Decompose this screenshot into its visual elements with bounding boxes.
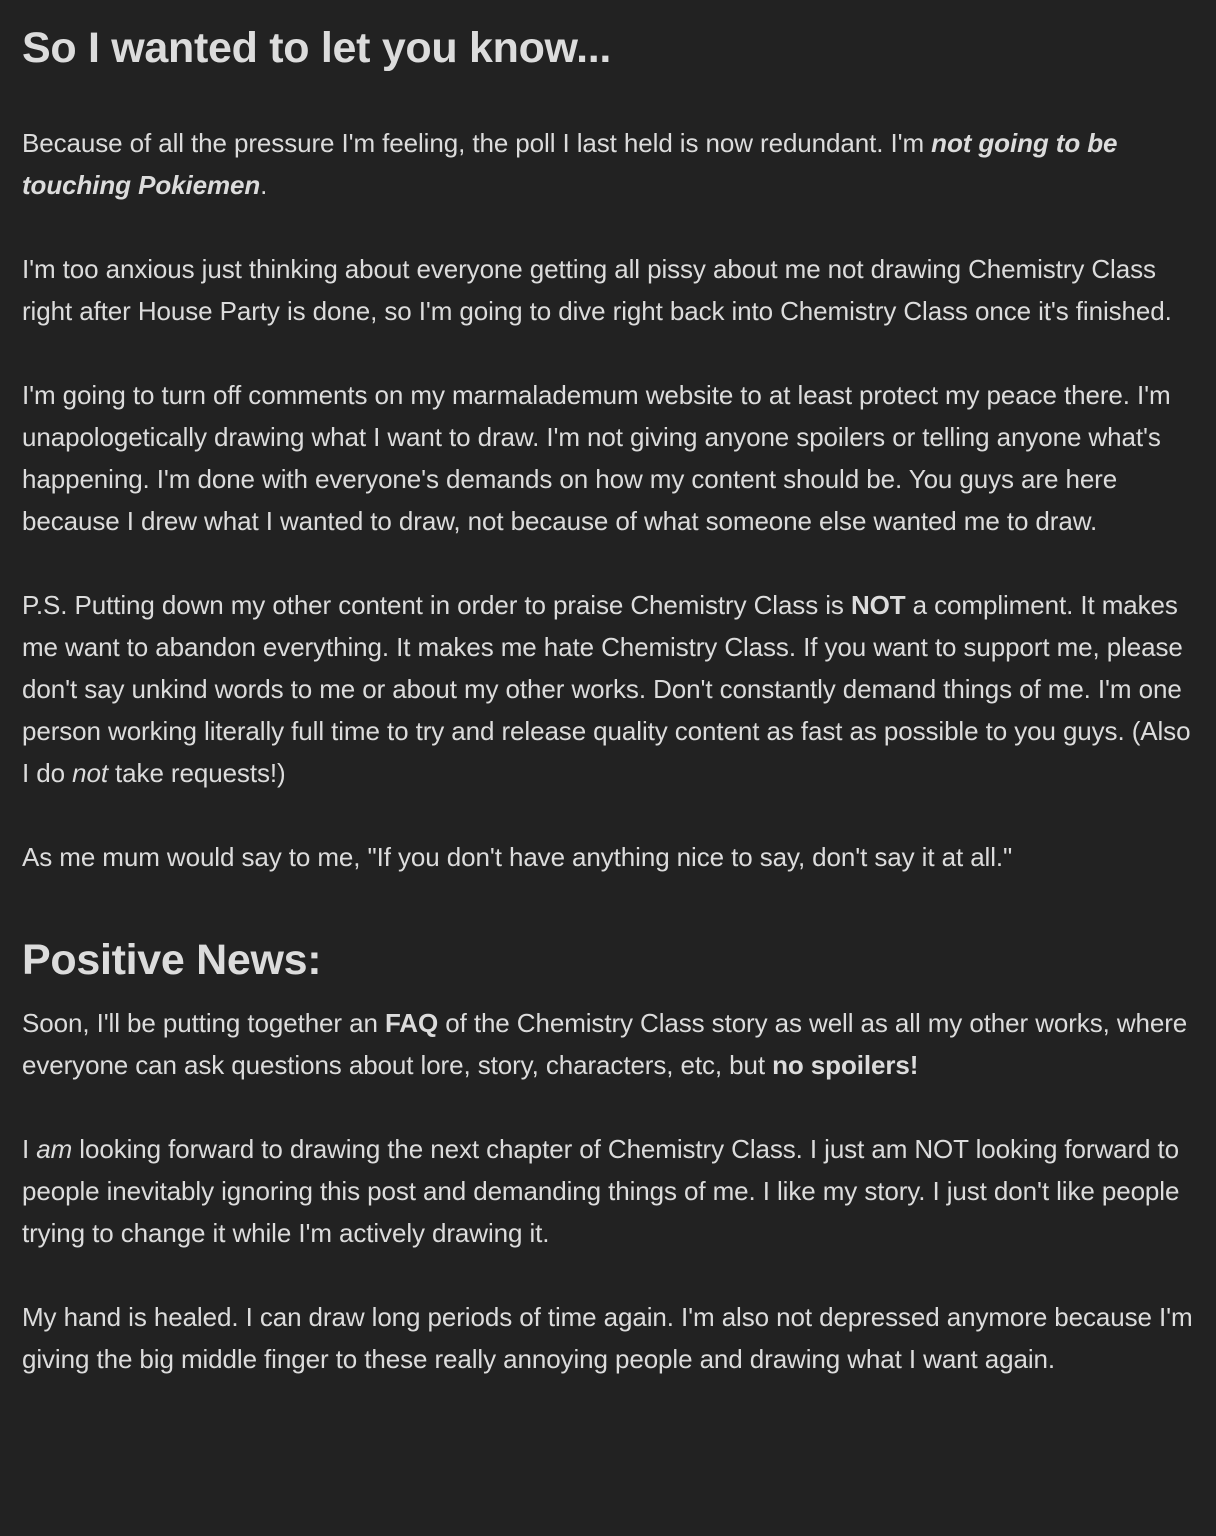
emphasis-text: not going to be touching Pokiemen <box>22 128 1118 200</box>
text: take requests!) <box>107 758 286 788</box>
paragraph-comments: I'm going to turn off comments on my marmalademum website to at least protect my peace there. I'm unapologetically drawing what I want to draw. I'm not giving anyone spoilers or telling anyone what's happening. I'm done with everyone's demands on how my content should be. You guys are here because I drew what I wanted to draw, not because of what someone else wanted me to draw. <box>22 380 1171 536</box>
text: of the Chemistry Class story as well as all my other works, where everyone can ask questions about lore, story, characters, etc, but <box>22 1008 1188 1080</box>
bold-text: FAQ <box>384 1008 439 1038</box>
paragraph-anxious: I'm too anxious just thinking about everyone getting all pissy about me not drawing Chemistry Class right after House Party is done, so I'm going to dive right back into Chemistry Class once it's finished. <box>22 254 1172 326</box>
text: I <box>22 1134 37 1164</box>
text: a compliment. It makes me want to abandon everything. It makes me hate Chemistry Class. If you want to support me, please don't say unkind words to me or about my other works. Don't constantly demand things of me. I'm one person working literally full time to try and release quality content as fast as possible to you guys. (Also I do <box>22 590 1191 788</box>
paragraph-next-chapter <box>22 1128 1200 1254</box>
paragraph-mum-quote: As me mum would say to me, "If you don't have anything nice to say, don't say it at all." <box>22 842 1013 872</box>
bold-text: no spoilers! <box>772 1050 919 1080</box>
text: looking forward to drawing the next chapter of Chemistry Class. I just am NOT looking forward to people inevitably ignoring this post and demanding things of me. I like my story. I just don't like people trying to change it while I'm actively drawing it. <box>22 1134 1180 1248</box>
post-heading: So I wanted to let you know... <box>22 24 612 72</box>
bold-text: NOT <box>850 590 906 620</box>
italic-text: am <box>36 1134 73 1164</box>
paragraph-ps <box>22 584 1200 794</box>
text: Soon, I'll be putting together an <box>22 1008 385 1038</box>
paragraph-pokiemen <box>22 122 1200 206</box>
italic-text: not <box>72 758 108 788</box>
text: Because of all the pressure I'm feeling, the poll I last held is now redundant. I'm <box>22 128 932 158</box>
paragraph-hand-healed: My hand is healed. I can draw long periods of time again. I'm also not depressed anymore because I'm giving the big middle finger to these really annoying people and drawing what I want again. <box>22 1302 1193 1374</box>
text: . <box>260 170 268 200</box>
section-heading-positive-news: Positive News: <box>22 936 322 984</box>
text: P.S. Putting down my other content in order to praise Chemistry Class is <box>22 590 851 620</box>
paragraph-faq <box>22 1002 1200 1086</box>
